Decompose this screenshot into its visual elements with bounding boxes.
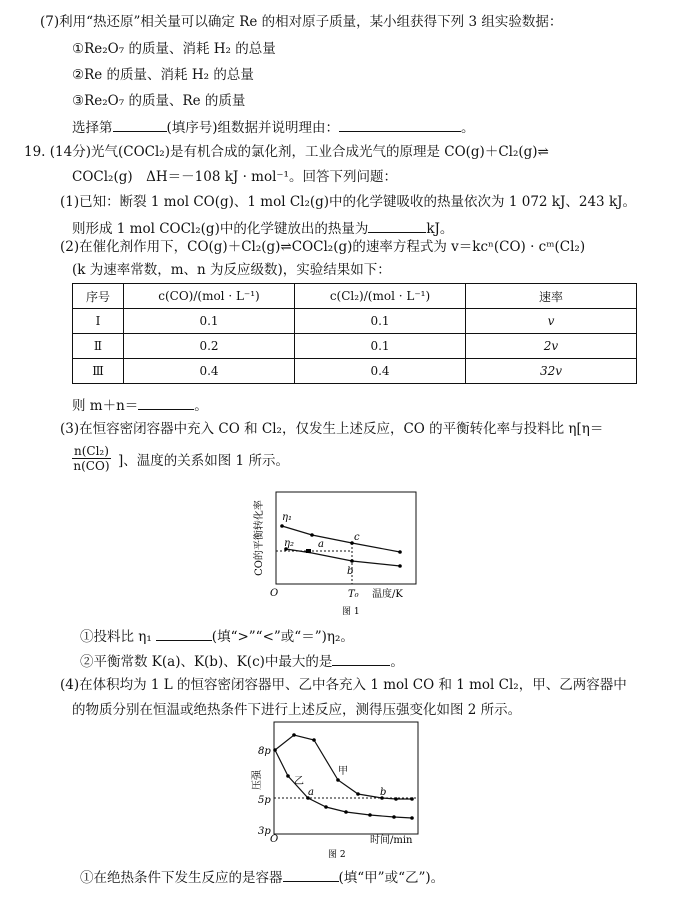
fig1-eta2-label: η₂ [284, 538, 294, 549]
fig1-point [398, 550, 402, 554]
fig2-caption: 图 2 [328, 850, 346, 860]
table-header-row [73, 284, 637, 309]
fig1-point-b [350, 559, 354, 563]
q19-part1-line2 [72, 218, 453, 238]
fig1-point [280, 524, 284, 528]
q19-head: 19. (14分)光气(COCl₂)是有机合成的氯化剂，工业合成光气的原理是 CO(g)＋Cl₂(g)⇌ [24, 144, 549, 160]
table-cell: 0.4 [295, 359, 466, 384]
table-cell: v [466, 309, 637, 334]
q19-part3-q2-prefix: ②平衡常数 K(a)、K(b)、K(c)中最大的是 [80, 654, 333, 670]
fig1-t0-label: T₀ [348, 589, 359, 600]
fig2-ylabel: 压强 [252, 770, 263, 790]
q19-part4-q1-prefix: ①在绝热条件下发生反应的是容器 [80, 870, 283, 886]
table-cell: 0.1 [124, 309, 295, 334]
table-cell: 32v [466, 359, 637, 384]
q18-7-select-end: 。 [461, 120, 475, 136]
fig2-point [344, 810, 348, 814]
answer-blank-eta[interactable] [156, 626, 212, 641]
q19-part4-line1: (4)在体积均为 1 L 的恒容密闭容器甲、乙中各充入 1 mol CO 和 1 mol Cl₂，甲、乙两容器中 [60, 677, 627, 693]
fig2-point [368, 813, 372, 817]
q18-7-select-line [72, 117, 475, 137]
answer-blank-k[interactable] [332, 651, 390, 666]
fig2-y3-label: 3p [258, 826, 271, 837]
fraction-numerator: n(Cl₂) [74, 444, 109, 458]
fig1-caption: 图 1 [342, 607, 360, 617]
table-header-cell: 速率 [466, 284, 637, 309]
answer-blank-container[interactable] [283, 867, 339, 882]
q19-part4-q1-suffix: (填“甲”或“乙”)。 [338, 870, 445, 886]
fig2-point [394, 797, 398, 801]
q19-part3-line2: ]、温度的关系如图 1 所示。 [118, 453, 289, 469]
figure-2-chart [246, 718, 426, 860]
fig1-point-a [306, 549, 311, 553]
q19-part4-q1-line [80, 867, 444, 887]
q18-7-select-mid: (填序号)组数据并说明理由： [166, 120, 340, 136]
q19-part2-answer-label: 则 m＋n＝ [72, 398, 139, 414]
table-cell: 2v [466, 334, 637, 359]
q19-part3-q2-suffix: 。 [390, 654, 404, 670]
rate-data-table [72, 283, 637, 384]
q19-part3-fraction [72, 444, 111, 473]
fig2-yi-label: 乙 [294, 776, 304, 787]
fig2-y8-label: 8p [258, 746, 271, 757]
fig1-a-label: a [318, 539, 324, 550]
figure-1-chart [252, 490, 422, 620]
table-cell: Ⅰ [73, 309, 124, 334]
table-cell: 0.1 [295, 334, 466, 359]
fig2-y5-label: 5p [258, 795, 271, 806]
table-header-cell: c(Cl₂)/(mol · L⁻¹) [295, 284, 466, 309]
q18-7-stem: (7)利用“热还原”相关量可以确定 Re 的相对原子质量，某小组获得下列 3 组实验数据： [40, 14, 563, 30]
q19-part3-q1-line [80, 626, 354, 646]
q18-7-option-2: ②Re 的质量、消耗 H₂ 的总量 [72, 67, 254, 83]
answer-blank-group[interactable] [113, 117, 167, 132]
answer-blank-heat[interactable] [368, 218, 426, 233]
fig2-point [410, 816, 414, 820]
q19-part3-q2-line [80, 651, 404, 671]
q19-part3-line1: (3)在恒容密闭容器中充入 CO 和 Cl₂，仅发生上述反应，CO 的平衡转化率与投料比 η[η＝ [60, 421, 604, 437]
fig2-xlabel: 时间/min [370, 835, 413, 846]
table-cell: 0.1 [295, 309, 466, 334]
fig1-c-label: c [354, 532, 360, 543]
q19-part2-line2: (k 为速率常数，m、n 为反应级数)，实验结果如下： [72, 262, 391, 278]
answer-blank-order[interactable] [138, 395, 194, 410]
table-row [73, 359, 637, 384]
table-header-cell: 序号 [73, 284, 124, 309]
fig2-a-label: a [308, 787, 314, 798]
table-cell: 0.2 [124, 334, 295, 359]
table-header-cell: c(CO)/(mol · L⁻¹) [124, 284, 295, 309]
q19-part1-line1: (1)已知：断裂 1 mol CO(g)、1 mol Cl₂(g)中的化学键吸收的热量依次为 1 072 kJ、243 kJ。 [60, 194, 637, 210]
q19-part2-line1: (2)在催化剂作用下，CO(g)＋Cl₂(g)⇌COCl₂(g)的速率方程式为 v＝kcⁿ(CO) · cᵐ(Cl₂) [60, 239, 586, 255]
fig2-point [324, 805, 328, 809]
table-cell: Ⅲ [73, 359, 124, 384]
table-cell: 0.4 [124, 359, 295, 384]
fig1-point [310, 533, 314, 537]
q19-head-line2: COCl₂(g) ΔH＝－108 kJ · mol⁻¹。回答下列问题： [72, 169, 397, 185]
fig2-point [312, 738, 316, 742]
fig2-point [410, 797, 414, 801]
q19-part1-unit: kJ。 [426, 221, 454, 237]
fig2-point [292, 733, 296, 737]
table-cell: Ⅱ [73, 334, 124, 359]
q19-part4-line2: 的物质分别在恒温或绝热条件下进行上述反应，测得压强变化如图 2 所示。 [72, 702, 522, 718]
table-row [73, 334, 637, 359]
answer-blank-reason[interactable] [339, 117, 461, 132]
fig1-xlabel: 温度/K [372, 589, 403, 600]
q19-part2-answer-end: 。 [194, 398, 208, 414]
q19-part3-q1-suffix: (填“>”“<”或“＝”)η₂。 [211, 629, 354, 645]
fig2-b-label: b [380, 787, 387, 798]
fig1-origin: O [270, 588, 279, 599]
fig2-jia-label: 甲 [338, 766, 348, 777]
q19-part2-answer-line [72, 395, 208, 415]
fig2-point [286, 774, 290, 778]
fig2-point [273, 748, 277, 752]
q19-part1-text: 则形成 1 mol COCl₂(g)中的化学键放出的热量为 [72, 221, 369, 237]
fig1-eta1-label: η₁ [282, 512, 292, 523]
fig1-b-label: b [347, 566, 354, 577]
fig1-ylabel: CO的平衡转化率 [254, 500, 265, 576]
table-row [73, 309, 637, 334]
q18-7-option-1: ①Re₂O₇ 的质量、消耗 H₂ 的总量 [72, 41, 276, 57]
fig2-point [356, 792, 360, 796]
fig2-origin: O [270, 834, 279, 845]
fig2-point [392, 815, 396, 819]
fig2-point [336, 778, 340, 782]
q19-part3-q1-prefix: ①投料比 η₁ [80, 629, 152, 645]
q18-7-option-3: ③Re₂O₇ 的质量、Re 的质量 [72, 93, 246, 109]
fraction-denominator: n(CO) [73, 459, 110, 473]
fig1-point [398, 564, 402, 568]
q18-7-select-prefix: 选择第 [72, 120, 113, 136]
